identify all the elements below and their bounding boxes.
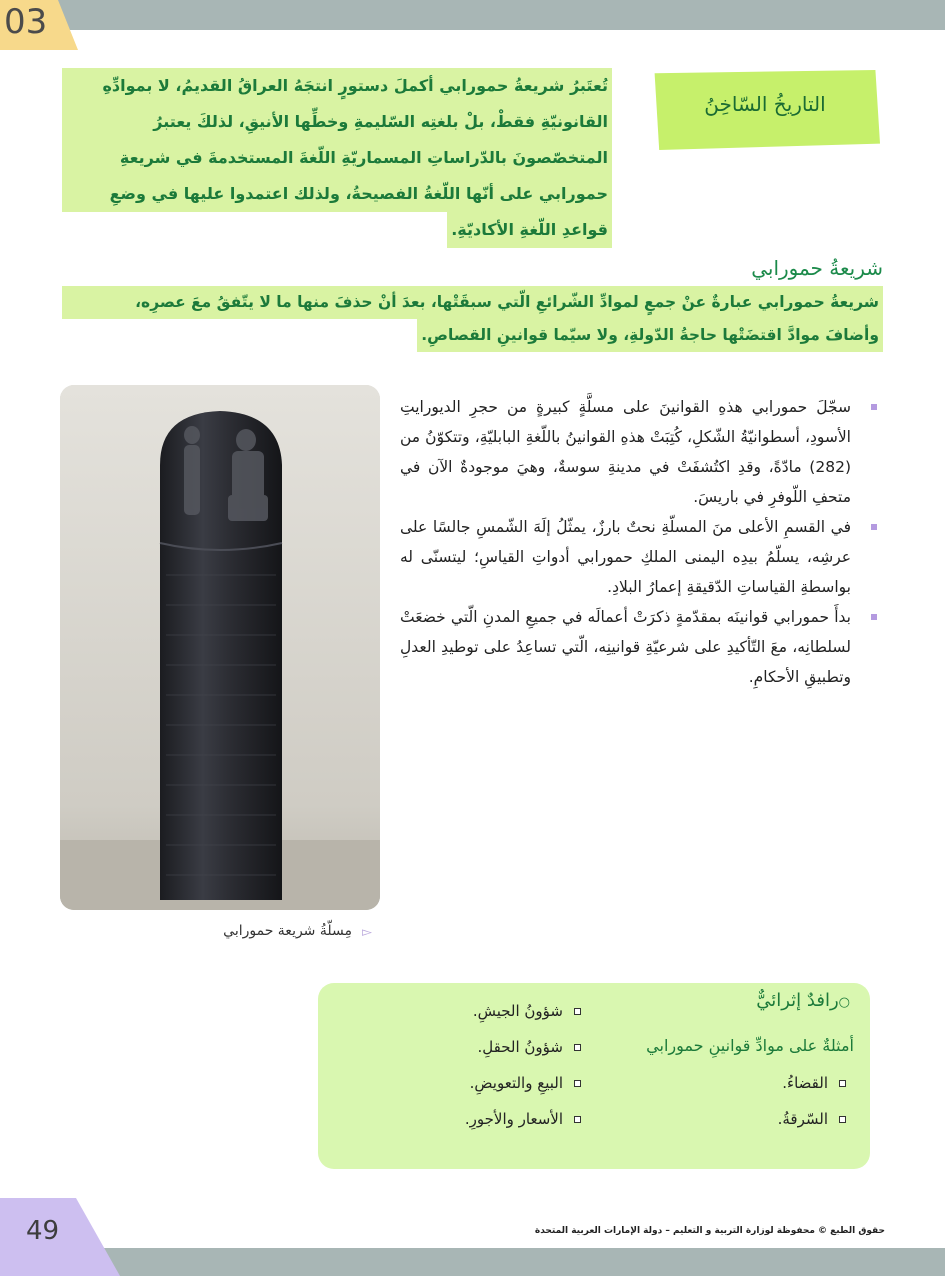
list-item bbox=[400, 1101, 585, 1137]
square-bullet-icon bbox=[839, 1080, 846, 1087]
caption-arrow-icon: ▻ bbox=[362, 925, 372, 940]
topic-tag-label: التاريخُ السّاخِنُ bbox=[704, 92, 826, 116]
list-item bbox=[620, 1101, 850, 1137]
bullet-icon bbox=[871, 614, 877, 620]
square-bullet-icon bbox=[574, 1080, 581, 1087]
intro-paragraph bbox=[62, 68, 612, 248]
intro-line: القانونيّةِ فقطْ، بلْ بلغتِه السّليمةِ وخطِّها الأنيقِ، لذلكَ يعتبرُ bbox=[62, 104, 612, 140]
list-item-text: السّرقةُ. bbox=[777, 1110, 828, 1128]
square-bullet-icon bbox=[574, 1116, 581, 1123]
intro-line: المتخصّصونَ بالدّراساتِ المسماريّةِ اللّغةَ المستخدمةَ في شريعةِ bbox=[62, 140, 612, 176]
list-item bbox=[400, 1029, 585, 1065]
list-item bbox=[400, 392, 883, 512]
square-bullet-icon bbox=[574, 1044, 581, 1051]
list-item bbox=[400, 602, 883, 692]
enrichment-list-right bbox=[620, 1065, 850, 1137]
hammurabi-stele-photo bbox=[60, 385, 380, 910]
list-item bbox=[400, 993, 585, 1029]
stele-illustration bbox=[60, 385, 380, 910]
section-line: شريعةُ حمورابي عبارةٌ عنْ جمعٍ لموادِّ الشّرائعِ الّتي سبقَتْها، بعدَ أنْ حذفَ منها ما لا يتّفقُ معَ عصرِه، bbox=[62, 286, 883, 319]
square-bullet-icon bbox=[574, 1008, 581, 1015]
enrichment-subtitle: أمثلةٌ على موادِّ قوانينِ حمورابي bbox=[646, 1036, 854, 1055]
list-item-text: شؤونُ الجيشِ. bbox=[472, 1002, 563, 1020]
list-item-text: شؤونُ الحقلِ. bbox=[477, 1038, 563, 1056]
list-item-text: الأسعار والأجورِ. bbox=[464, 1110, 563, 1128]
enrichment-list-left bbox=[400, 993, 585, 1137]
intro-line: تُعتَبرُ شريعةُ حمورابي أكملَ دستورٍ انتجَهُ العراقُ القديمُ، لا بموادِّهِ bbox=[62, 68, 612, 104]
photo-caption bbox=[60, 923, 380, 939]
circle-icon: ○ bbox=[838, 995, 850, 1010]
bullet-icon bbox=[871, 524, 877, 530]
list-item-text: سجّلَ حمورابي هذهِ القوانينَ على مسلَّةٍ كبيرةٍ من حجرِ الديورايتِ الأسودِ، أسطوانيّةُ الشّكلِ، كُتِبَتْ هذهِ القوانينُ باللّغةِ البابليّةِ، وتتكوّنُ من (282) مادّةً، وقدِ اكتُشفَتْ في مدينةِ سوسةٌ، وهيَ موجودةٌ الآن في متحفِ اللّوفرِ في باريسَ. bbox=[400, 398, 851, 506]
list-item-text: القضاءُ. bbox=[782, 1074, 828, 1092]
facts-list bbox=[400, 392, 883, 692]
photo-caption-text: مِسلّةُ شريعة حمورابي bbox=[223, 923, 352, 939]
page-number: 49 bbox=[26, 1216, 60, 1246]
section-paragraph bbox=[62, 286, 883, 352]
page-number-tab bbox=[0, 1198, 120, 1276]
list-item-text: بدأَ حمورابي قوانينَه بمقدّمةٍ ذكرَتْ أعمالَه في جميعِ المدنِ الّتي خضعَتْ لسلطانِه، معَ التّأكيدِ على شرعيّةِ قوانينِه، الّتي تساعِدُ على توطيدِ العدلِ وتطبيقِ الأحكامِ. bbox=[400, 608, 851, 686]
list-item bbox=[620, 1065, 850, 1101]
bullet-icon bbox=[871, 404, 877, 410]
chapter-number: 03 bbox=[4, 2, 48, 42]
list-item bbox=[400, 1065, 585, 1101]
enrichment-title bbox=[612, 990, 850, 1011]
intro-line: حمورابي على أنّها اللّغةُ الفصيحةُ، ولذلك اعتمدوا عليها في وضعِ bbox=[62, 176, 612, 212]
section-line: وأضافَ موادَّ اقتضَتْها حاجةُ الدّولةِ، ولا سيّما قوانينِ القصاصِ. bbox=[417, 319, 883, 352]
enrichment-title-text: رافدٌ إثرائيٌّ bbox=[756, 990, 839, 1011]
intro-line: قواعدِ اللّغةِ الأكاديّةِ. bbox=[447, 212, 612, 248]
footer-bar bbox=[0, 1248, 945, 1276]
list-item bbox=[400, 512, 883, 602]
top-bar bbox=[0, 0, 945, 30]
list-item-text: في القسمِ الأعلى منَ المسلّةِ نحتٌ بارزٌ، يمثّلُ إلَهَ الشّمسِ جالسًا على عرشِه، يسلّمُ بيدِه اليمنى الملكِ حمورابي أدواتِ القياسِ؛ ليتسنّى له بواسطةِ القياساتِ الدّقيقةِ إعمارُ البلادِ. bbox=[400, 518, 851, 596]
copyright-notice: حقوق الطبع © محفوظة لوزارة التربية و التعليم – دولة الإمارات العربية المتحدة bbox=[534, 1226, 885, 1236]
section-title: شريعةُ حمورابي bbox=[751, 256, 883, 280]
square-bullet-icon bbox=[839, 1116, 846, 1123]
list-item-text: البيعِ والتعويضِ. bbox=[469, 1074, 563, 1092]
